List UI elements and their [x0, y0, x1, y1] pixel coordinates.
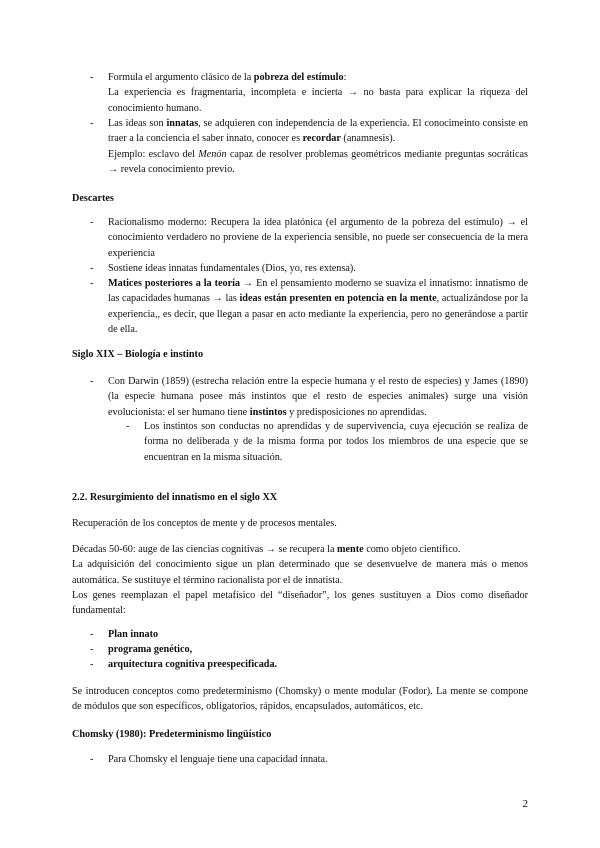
bullet-pobreza-estimulo: Formula el argumento clásico de la pobreza del estímulo: La experiencia es fragmentaria, incompleta e incierta → no basta para explicar la riqueza del conocimiento humano. — [108, 72, 528, 114]
bullet-dash: - — [90, 118, 94, 129]
heading-section-2-2: 2.2. Resurgimiento del innatismo en el siglo XX — [72, 492, 278, 503]
bullet-racionalismo: Racionalismo moderno: Recupera la idea platónica (el argumento de la pobreza del estímulo) → el conocimiento verdadero no proviene de la experiencia sensible, no puede ser consecuencia de la mera experiencia — [108, 217, 528, 259]
bullet-dash: - — [90, 659, 94, 670]
list-item-programa-genetico: programa genético, — [108, 644, 193, 655]
heading-chomsky: Chomsky (1980): Predeterminismo lingüístico — [72, 729, 272, 740]
subbullet-dash: - — [126, 421, 130, 432]
bullet-dash: - — [90, 278, 94, 289]
paragraph-predeterminismo: Se introducen conceptos como predeterminismo (Chomsky) o mente modular (Fodor). La mente se compone de módulos que son específicos, obligatorios, rápidos, encapsulados, automáticos, etc. — [72, 686, 528, 713]
bullet-dash: - — [90, 217, 94, 228]
bullet-dash: - — [90, 376, 94, 387]
list-item-arquitectura: arquitectura cognitiva preespecificada. — [108, 659, 278, 670]
paragraph-recuperacion: Recuperación de los conceptos de mente y de procesos mentales. — [72, 518, 337, 529]
subbullet-instintos: Los instintos son conductas no aprendidas y de supervivencia, cuya ejecución se realiza de forma no deliberada y de la misma forma por todos los miembros de una especie que se encuentran en la misma situación. — [144, 421, 528, 463]
bullet-dash: - — [90, 644, 94, 655]
heading-descartes: Descartes — [72, 193, 114, 204]
list-item-plan-innato: Plan innato — [108, 629, 159, 640]
page-number: 2 — [522, 798, 528, 810]
paragraph-decadas: Décadas 50-60: auge de las ciencias cognitivas → se recupera la mente como objeto científico. La adquisición del conocimiento sigue un plan determinado que se desenvuelve de manera más o menos automática. Se sustituye el término racionalista por el de innatista. Los genes reemplazan el papel metafísico del “diseñador”, los genes sustituyen a Dios como diseñador fundamental: — [72, 544, 528, 617]
bullet-ideas-innatas: Las ideas son innatas, se adquieren con independencia de la experiencia. El conocimeinto consiste en traer a la conciencia el saber innato, conocer es recordar (anamnesis). Ejemplo: esclavo del Menón capaz de resolver problemas geométricos mediante preguntas socráticas → revela conocimiento previo. — [108, 118, 529, 175]
bullet-matices: Matices posteriores a la teoría → En el pensamiento moderno se suaviza el innatismo: innatismo de las capacidades humanas → las ideas están presenten en potencia en la mente, actualizándose por la experiencia,, es decir, que llegan a pasar en acto mediante la experiencia, pero no generándose a partir de ella. — [108, 278, 528, 335]
bullet-dash: - — [90, 72, 94, 83]
bullet-ideas-fundamentales: Sostiene ideas innatas fundamentales (Dios, yo, res extensa). — [108, 263, 356, 274]
heading-siglo-xix: Siglo XIX – Biología e instinto — [72, 349, 204, 360]
bullet-dash: - — [90, 754, 94, 765]
bullet-dash: - — [90, 263, 94, 274]
bullet-darwin-james: Con Darwin (1859) (estrecha relación entre la especie humana y el resto de especies) y James (1890) (la especie humana posee más instintos que el resto de especies animales) surge una visión evolucionista: el ser humano tiene instintos y predisposiciones no aprendidas. — [108, 376, 528, 418]
bullet-dash: - — [90, 629, 94, 640]
bullet-chomsky-lenguaje: Para Chomsky el lenguaje tiene una capacidad innata. — [108, 754, 328, 765]
